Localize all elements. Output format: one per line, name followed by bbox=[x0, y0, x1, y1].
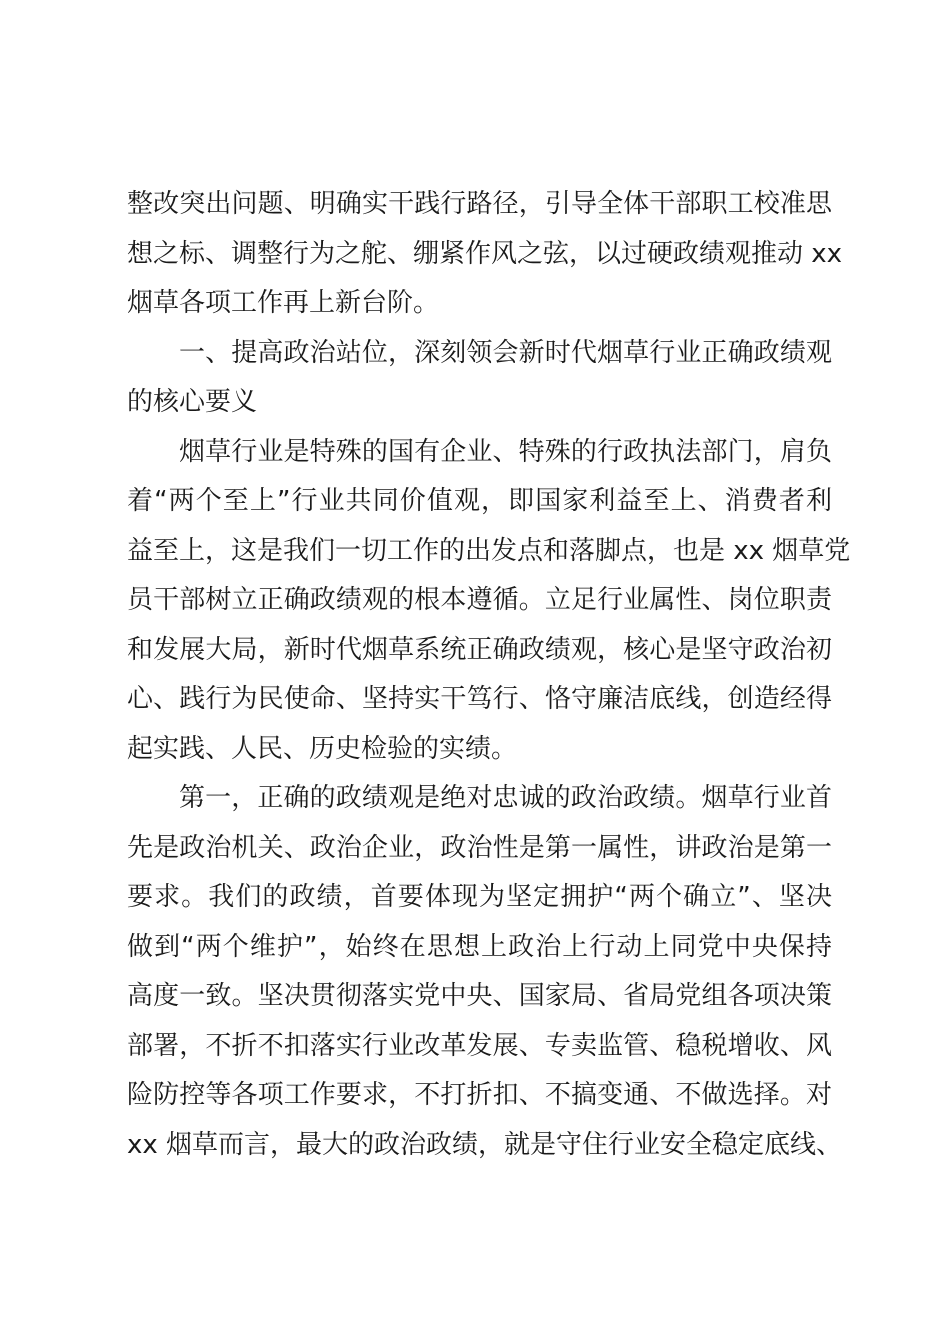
text-line: 想之标、调整行为之舵、绷紧作风之弦，以过硬政绩观推动 xx bbox=[127, 238, 843, 269]
text-line: 益至上，这是我们一切工作的出发点和落脚点，也是 xx 烟草党 bbox=[127, 535, 851, 566]
paragraph-intro-continuation bbox=[127, 180, 843, 329]
text-line: 第一，正确的政绩观是绝对忠诚的政治政绩。烟草行业首 bbox=[179, 783, 832, 813]
heading-line: 的核心要义 bbox=[127, 387, 258, 417]
text-line: 烟草行业是特殊的国有企业、特殊的行政执法部门，肩负 bbox=[179, 436, 832, 467]
text-line: 起实践、人民、历史检验的实绩。 bbox=[127, 733, 518, 764]
text-line: 高度一致。坚决贯彻落实党中央、国家局、省局党组各项决策 bbox=[127, 981, 832, 1011]
section-heading-1 bbox=[127, 329, 832, 428]
text-line: 烟草各项工作再上新台阶。 bbox=[127, 288, 440, 318]
text-line: 要求。我们的政绩，首要体现为坚定拥护“两个确立”、坚决 bbox=[127, 882, 832, 912]
heading-line: 一、提高政治站位，深刻领会新时代烟草行业正确政绩观 bbox=[179, 337, 832, 368]
document-body bbox=[127, 180, 851, 1170]
text-line: 员干部树立正确政绩观的根本遵循。立足行业属性、岗位职责 bbox=[127, 585, 832, 615]
text-line: 做到“两个维护”，始终在思想上政治上行动上同党中央保持 bbox=[127, 931, 832, 962]
text-line: 整改突出问题、明确实干践行路径，引导全体干部职工校准思 bbox=[127, 189, 832, 219]
text-line: 心、践行为民使命、坚持实干笃行、恪守廉洁底线，创造经得 bbox=[127, 684, 832, 714]
paragraph-industry-values bbox=[127, 428, 851, 775]
paragraph-political-loyalty bbox=[127, 774, 843, 1170]
text-line: 和发展大局，新时代烟草系统正确政绩观，核心是坚守政治初 bbox=[127, 634, 832, 665]
text-line: xx 烟草而言，最大的政治政绩，就是守住行业安全稳定底线、 bbox=[127, 1129, 843, 1160]
text-line: 部署，不折不扣落实行业改革发展、专卖监管、稳税增收、风 bbox=[127, 1030, 832, 1061]
text-line: 先是政治机关、政治企业，政治性是第一属性，讲政治是第一 bbox=[127, 832, 832, 863]
text-line: 险防控等各项工作要求，不打折扣、不搞变通、不做选择。对 bbox=[127, 1080, 832, 1110]
text-line: 着“两个至上”行业共同价值观，即国家利益至上、消费者利 bbox=[127, 486, 832, 516]
